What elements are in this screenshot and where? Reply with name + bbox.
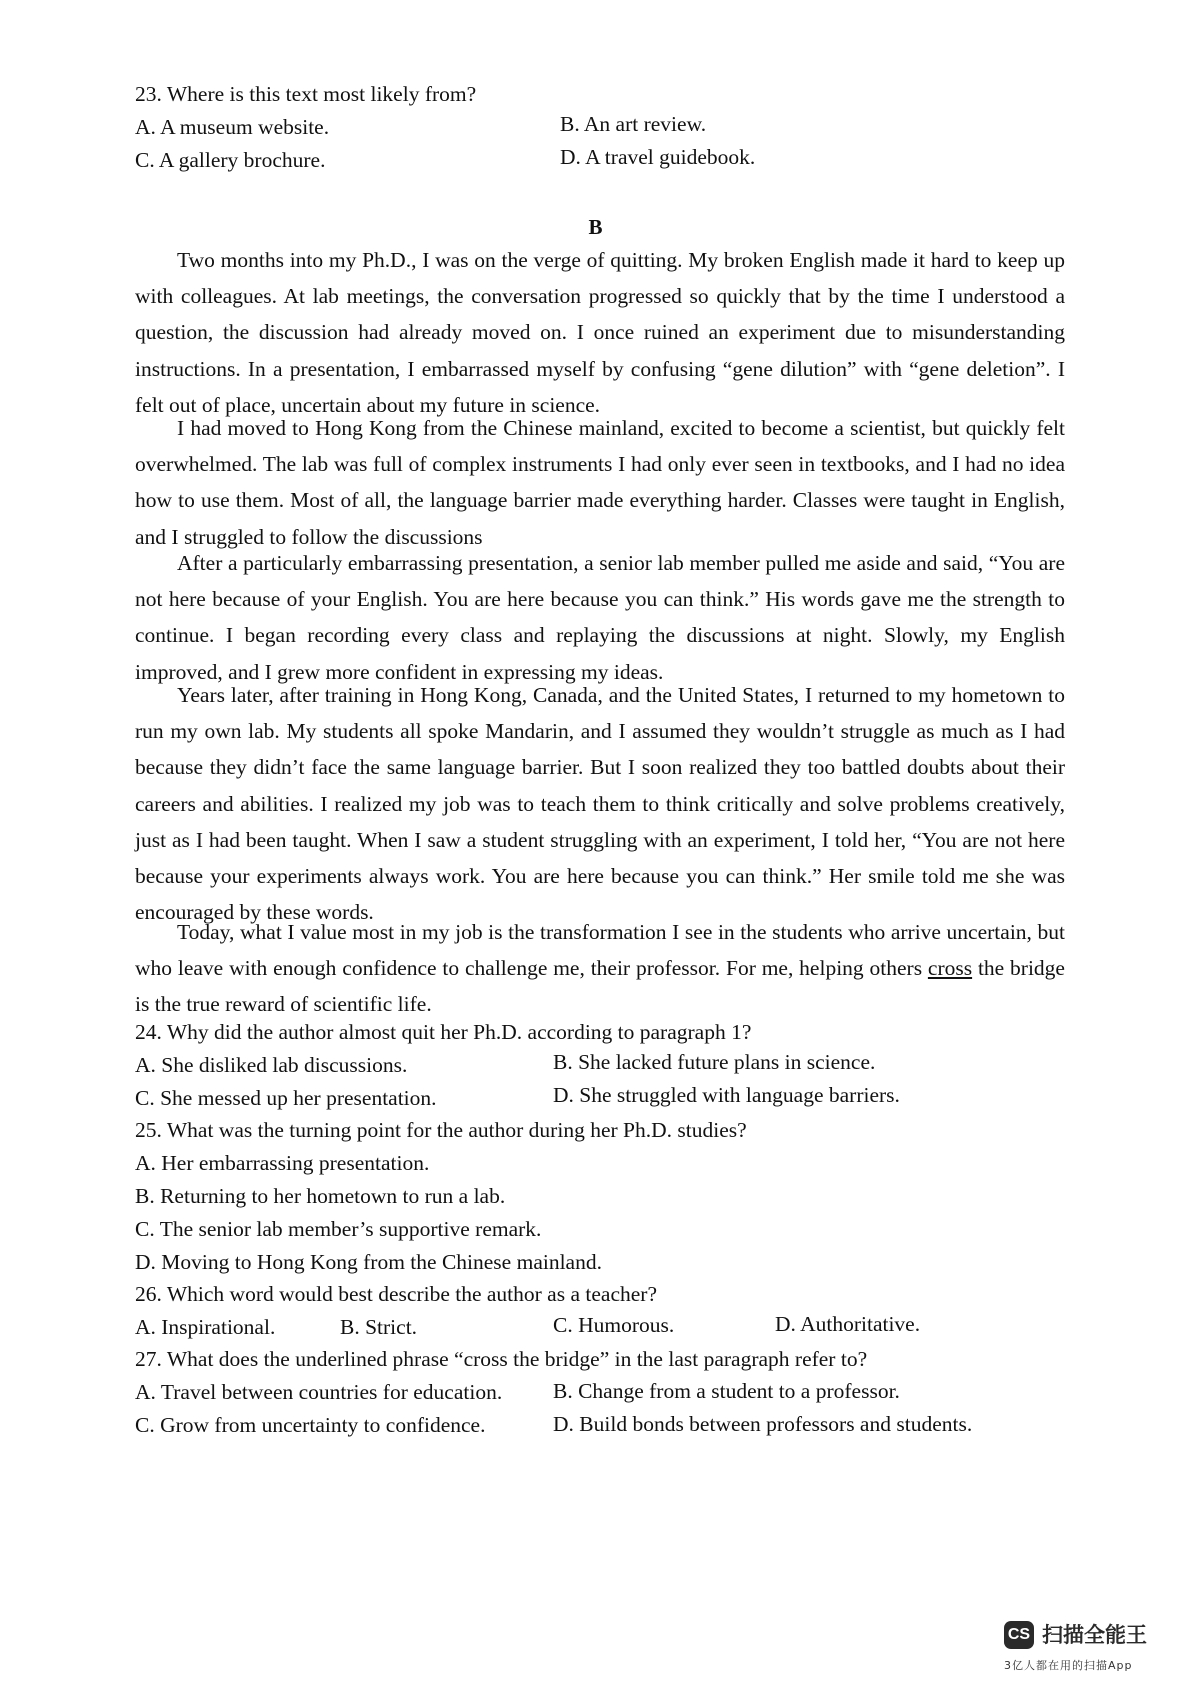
q25-option-a: A. Her embarrassing presentation.	[135, 1151, 430, 1175]
q25-option-b: B. Returning to her hometown to run a lab.	[135, 1184, 506, 1208]
passage-paragraph-3: After a particularly embarrassing presentation, a senior lab member pulled me aside and said, “You are not here because of your English. You are here because you can think.” His words gave me the strength to continue. I began recording every class and replaying the discussions at night. Slowly, my English improved, and I grew more confident in expressing my ideas.	[135, 551, 1065, 684]
camscanner-logo-icon: CS	[1004, 1621, 1034, 1649]
q27-stem: 27. What does the underlined phrase “cross the bridge” in the last paragraph refer to?	[135, 1347, 868, 1371]
q26-option-d: D. Authoritative.	[775, 1312, 921, 1336]
q26-option-a: A. Inspirational.	[135, 1315, 276, 1339]
q26-option-b: B. Strict.	[340, 1315, 418, 1339]
q27-option-b: B. Change from a student to a professor.	[553, 1379, 900, 1403]
passage-paragraph-2: I had moved to Hong Kong from the Chinese mainland, excited to become a scientist, but quickly felt overwhelmed. The lab was full of complex instruments I had only ever seen in textbooks, and I had no idea how to use them. Most of all, the language barrier made everything harder. Classes were taught in English, and I struggled to follow the discussions	[135, 416, 1065, 549]
q24-option-d: D. She struggled with language barriers.	[553, 1083, 900, 1107]
q23-stem: 23. Where is this text most likely from?	[135, 82, 477, 106]
section-heading-b: B	[588, 215, 603, 239]
q27-option-d: D. Build bonds between professors and students.	[553, 1412, 973, 1436]
passage-paragraph-4: Years later, after training in Hong Kong, Canada, and the United States, I returned to my hometown to run my own lab. My students all spoke Mandarin, and I assumed they wouldn’t struggle as much as I had because they didn’t face the same language barrier. But I soon realized they too battled doubts about their careers and abilities. I realized my job was to teach them to think critically and solve problems creatively, just as I had been taught. When I saw a student struggling with an experiment, I told her, “You are not here because your experiments always work. You are here because you can think.” Her smile told me she was encouraged by these words.	[135, 683, 1065, 925]
q24-option-c: C. She messed up her presentation.	[135, 1086, 437, 1110]
underlined-word-cross: cross	[927, 956, 973, 981]
q23-option-c: C. A gallery brochure.	[135, 148, 326, 172]
q27-option-c: C. Grow from uncertainty to confidence.	[135, 1413, 486, 1437]
passage-paragraph-1: Two months into my Ph.D., I was on the verge of quitting. My broken English made it hard to keep up with colleagues. At lab meetings, the conversation progressed so quickly that by the time I understood a question, the discussion had already moved on. I once ruined an experiment due to misunderstanding instructions. In a presentation, I embarrassed myself by confusing “gene dilution” with “gene deletion”. I felt out of place, uncertain about my future in science.	[135, 248, 1065, 417]
passage-paragraph-5	[135, 914, 1065, 1023]
q25-option-d: D. Moving to Hong Kong from the Chinese mainland.	[135, 1250, 602, 1274]
paragraph-5-text-after: the bridge is the true reward of scientific life.	[135, 956, 1065, 1017]
watermark-title: 扫描全能王	[1042, 1623, 1147, 1647]
q24-stem: 24. Why did the author almost quit her Ph.D. according to paragraph 1?	[135, 1020, 752, 1044]
paragraph-5-text-before: Today, what I value most in my job is the transformation I see in the students who arrive uncertain, but who leave with enough confidence to challenge me, their professor. For me, helping others	[135, 920, 1065, 981]
q26-stem: 26. Which word would best describe the author as a teacher?	[135, 1282, 657, 1306]
q23-option-b: B. An art review.	[560, 112, 707, 136]
q27-option-a: A. Travel between countries for education.	[135, 1380, 503, 1404]
watermark-subtitle: 3亿人都在用的扫描App	[1004, 1659, 1133, 1672]
q23-option-a: A. A museum website.	[135, 115, 330, 139]
q26-option-c: C. Humorous.	[553, 1313, 675, 1337]
q24-option-b: B. She lacked future plans in science.	[553, 1050, 876, 1074]
scanner-watermark	[1004, 1617, 1164, 1677]
q24-option-a: A. She disliked lab discussions.	[135, 1053, 408, 1077]
q25-option-c: C. The senior lab member’s supportive remark.	[135, 1217, 542, 1241]
q25-stem: 25. What was the turning point for the author during her Ph.D. studies?	[135, 1118, 747, 1142]
q23-option-d: D. A travel guidebook.	[560, 145, 756, 169]
